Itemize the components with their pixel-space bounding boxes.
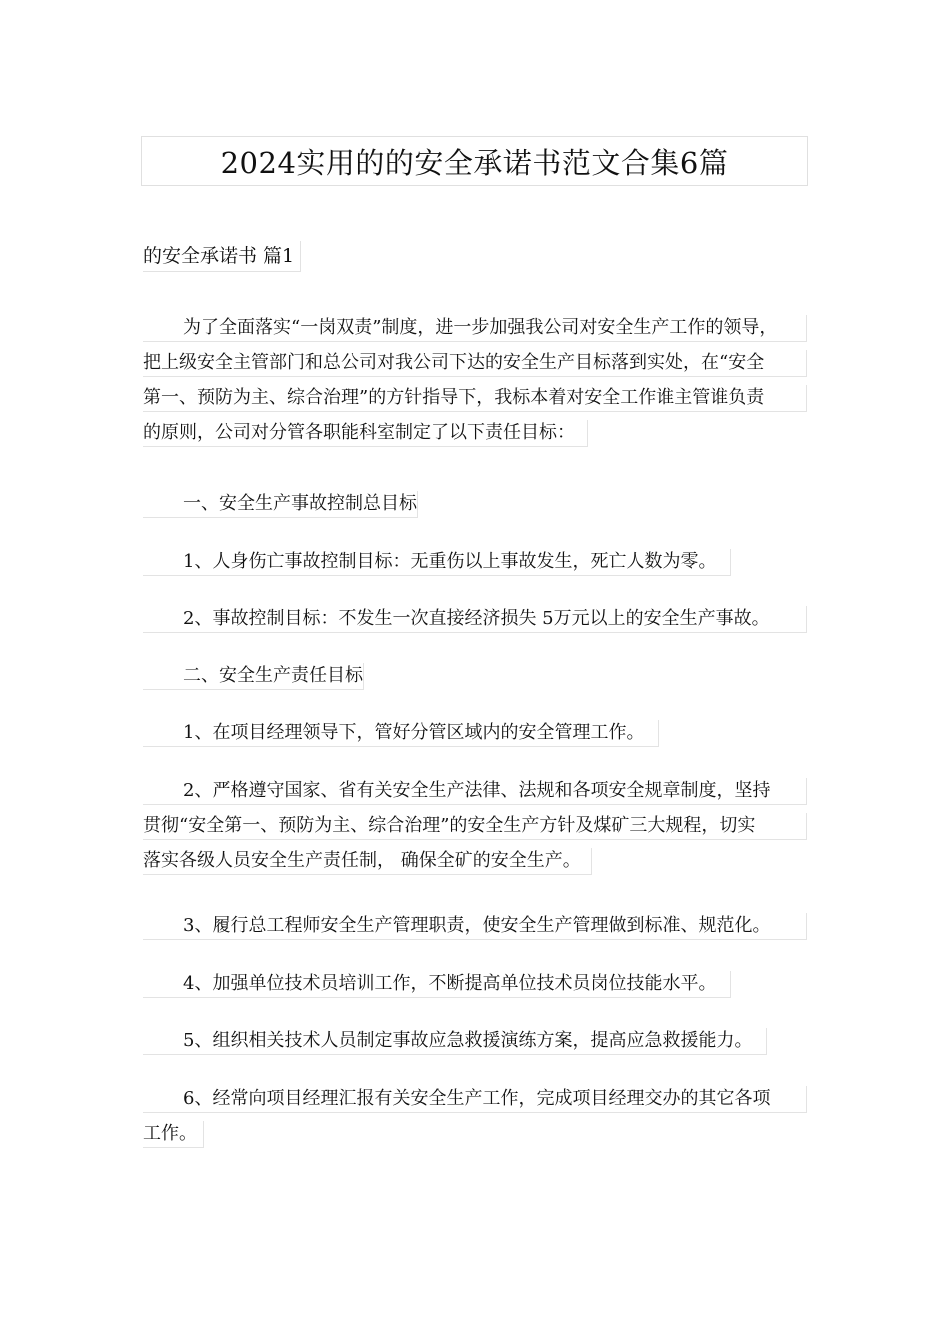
paragraph-line: 一、安全生产事故控制总目标 [143,491,418,518]
paragraph-item [143,1028,807,1063]
paragraph-line: 2、严格遵守国家、省有关安全生产法律、法规和各项安全规章制度，坚持 [143,778,807,805]
paragraph-line: 4、加强单位技术员培训工作，不断提高单位技术员岗位技能水平。 [143,971,731,998]
paragraph-line: 6、经常向项目经理汇报有关安全生产工作，完成项目经理交办的其它各项 [143,1086,807,1113]
paragraph-line: 落实各级人员安全生产责任制， 确保全矿的安全生产。 [143,848,592,875]
paragraph-item [143,971,807,1006]
paragraph-line: 1、人身伤亡事故控制目标：无重伤以上事故发生，死亡人数为零。 [143,549,731,576]
paragraph-line: 1、在项目经理领导下，管好分管区域内的安全管理工作。 [143,720,659,747]
paragraph-line: 贯彻“安全第一、预防为主、综合治理”的安全生产方针及煤矿三大规程，切实 [143,813,807,840]
paragraph-item [143,606,807,641]
section-heading: 的安全承诺书 篇1 [143,241,301,272]
paragraph-item [143,549,807,584]
paragraph-heading-1 [143,491,807,526]
title-box [141,136,808,186]
paragraph-line: 5、组织相关技术人员制定事故应急救援演练方案，提高应急救援能力。 [143,1028,767,1055]
paragraph-line: 第一、预防为主、综合治理”的方针指导下，我标本着对安全工作谁主管谁负责 [143,385,807,412]
paragraph-line: 3、履行总工程师安全生产管理职责，使安全生产管理做到标准、规范化。 [143,913,807,940]
paragraph-line: 把上级安全主管部门和总公司对我公司下达的安全生产目标落到实处，在“安全 [143,350,807,377]
paragraph-line: 2、事故控制目标：不发生一次直接经济损失 5万元以上的安全生产事故。 [143,606,807,633]
paragraph-item [143,720,807,755]
paragraph-line: 为了全面落实“一岗双责”制度，进一步加强我公司对安全生产工作的领导， [143,315,807,342]
paragraph-line: 工作。 [143,1121,204,1148]
paragraph-heading-2 [143,663,807,698]
document-title: 2024实用的的安全承诺书范文合集6篇 [220,145,729,180]
paragraph-line: 的原则，公司对分管各职能科室制定了以下责任目标： [143,420,588,447]
paragraph-item [143,913,807,948]
paragraph-item [143,778,807,883]
paragraph-line: 二、安全生产责任目标 [143,663,364,690]
paragraph-intro [143,315,807,455]
paragraph-item [143,1086,807,1156]
